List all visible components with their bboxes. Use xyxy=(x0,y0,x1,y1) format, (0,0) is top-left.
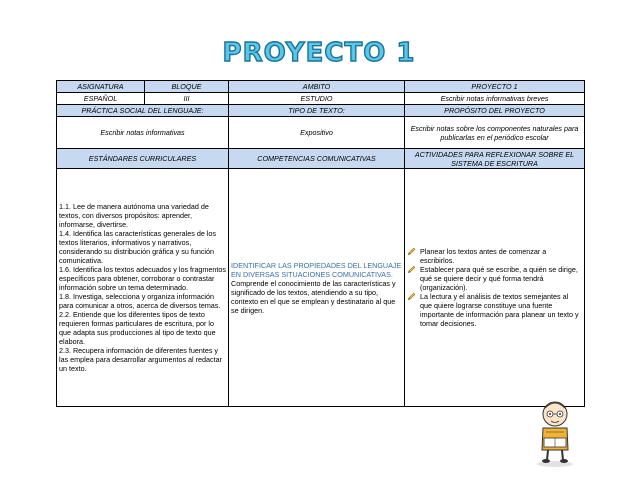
table-row xyxy=(57,81,585,93)
competencias-text: Comprende el conocimiento de las características y significado de los textos, atendiendo a su tipo, contexto en el que se emplean y destinatario al que se dirigen. xyxy=(231,278,396,315)
estandar-item: 1.6. Identifica los textos adecuados y los fragmentos específicos para obtener, corroborar o contrastar información sobre un tema determinado. xyxy=(59,265,227,292)
header-ambito: AMBITO xyxy=(229,81,405,93)
actividad-text: Establecer para qué se escribe, a quién se dirige, qué se quiere decir y qué forma tendrá (organización). xyxy=(420,265,578,292)
header-estandares: ESTÁNDARES CURRICULARES xyxy=(57,149,229,169)
header-tipo-texto: TIPO DE TEXTO: xyxy=(229,105,405,117)
estandar-item: 1.8. Investiga, selecciona y organiza información para comunicar a otros, acerca de diversos temas. xyxy=(59,292,221,310)
page-title: PROYECTO 1 xyxy=(222,38,416,68)
list-item xyxy=(407,292,582,328)
competencias-cell xyxy=(229,169,405,407)
list-item xyxy=(407,265,582,292)
actividades-cell xyxy=(405,169,585,407)
project-table xyxy=(56,80,585,407)
header-actividades: ACTIVIDADES PARA REFLEXIONAR SOBRE EL SISTEMA DE ESCRITURA xyxy=(405,149,585,169)
header-proyecto: PROYECTO 1 xyxy=(405,81,585,93)
header-practica-social: PRÁCTICA SOCIAL DEL LENGUAJE: xyxy=(57,105,229,117)
actividades-list xyxy=(407,247,582,328)
table-row xyxy=(57,169,585,407)
cartoon-student-illustration xyxy=(530,398,580,468)
list-item xyxy=(407,247,582,265)
value-practica-social: Escribir notas informativas xyxy=(57,117,229,149)
estandar-item: 2.3. Recupera información de diferentes fuentes y las emplea para desarrollar argumentos al redactar un texto. xyxy=(59,346,222,373)
competencias-title: IDENTIFICAR LAS PROPIEDADES DEL LENGUAJE EN DIVERSAS SITUACIONES COMUNICATIVAS. xyxy=(231,260,402,279)
table-row xyxy=(57,105,585,117)
estandar-item: 2.2. Entiende que los diferentes tipos de texto requieren formas particulares de escritura, por lo que adapta sus producciones al tipo de texto que elabora. xyxy=(59,310,216,346)
value-asignatura: ESPAÑOL xyxy=(57,93,145,105)
pencil-bullet-icon xyxy=(407,247,416,256)
value-bloque: III xyxy=(145,93,229,105)
header-competencias: COMPETENCIAS COMUNICATIVAS xyxy=(229,149,405,169)
table-row xyxy=(57,149,585,169)
pencil-bullet-icon xyxy=(407,292,416,301)
table-row xyxy=(57,117,585,149)
header-proposito: PROPÓSITO DEL PROYECTO xyxy=(405,105,585,117)
estandares-cell xyxy=(57,169,229,407)
actividad-text: La lectura y el análisis de textos semejantes al que quiere lograrse constituye una fuente importante de información para planear un texto y tomar decisiones. xyxy=(420,292,579,328)
value-proposito: Escribir notas sobre los componentes naturales para publicarlas en el periódico escolar xyxy=(405,117,585,149)
header-asignatura: ASIGNATURA xyxy=(57,81,145,93)
actividad-text: Planear los textos antes de comenzar a escribirlos. xyxy=(420,247,547,265)
header-bloque: BLOQUE xyxy=(145,81,229,93)
value-proyecto: Escribir notas informativas breves xyxy=(405,93,585,105)
estandar-item: 1.4. Identifica las características generales de los textos literarios, informativos y narrativos, considerando su distribución gráfica y su función comunicativa. xyxy=(59,229,217,265)
value-tipo-texto: Expositivo xyxy=(229,117,405,149)
value-ambito: ESTUDIO xyxy=(229,93,405,105)
pencil-bullet-icon xyxy=(407,265,416,274)
table-row xyxy=(57,93,585,105)
estandar-item: 1.1. Lee de manera autónoma una variedad de textos, con diversos propósitos: aprender, informarse, divertirse. xyxy=(59,202,209,229)
